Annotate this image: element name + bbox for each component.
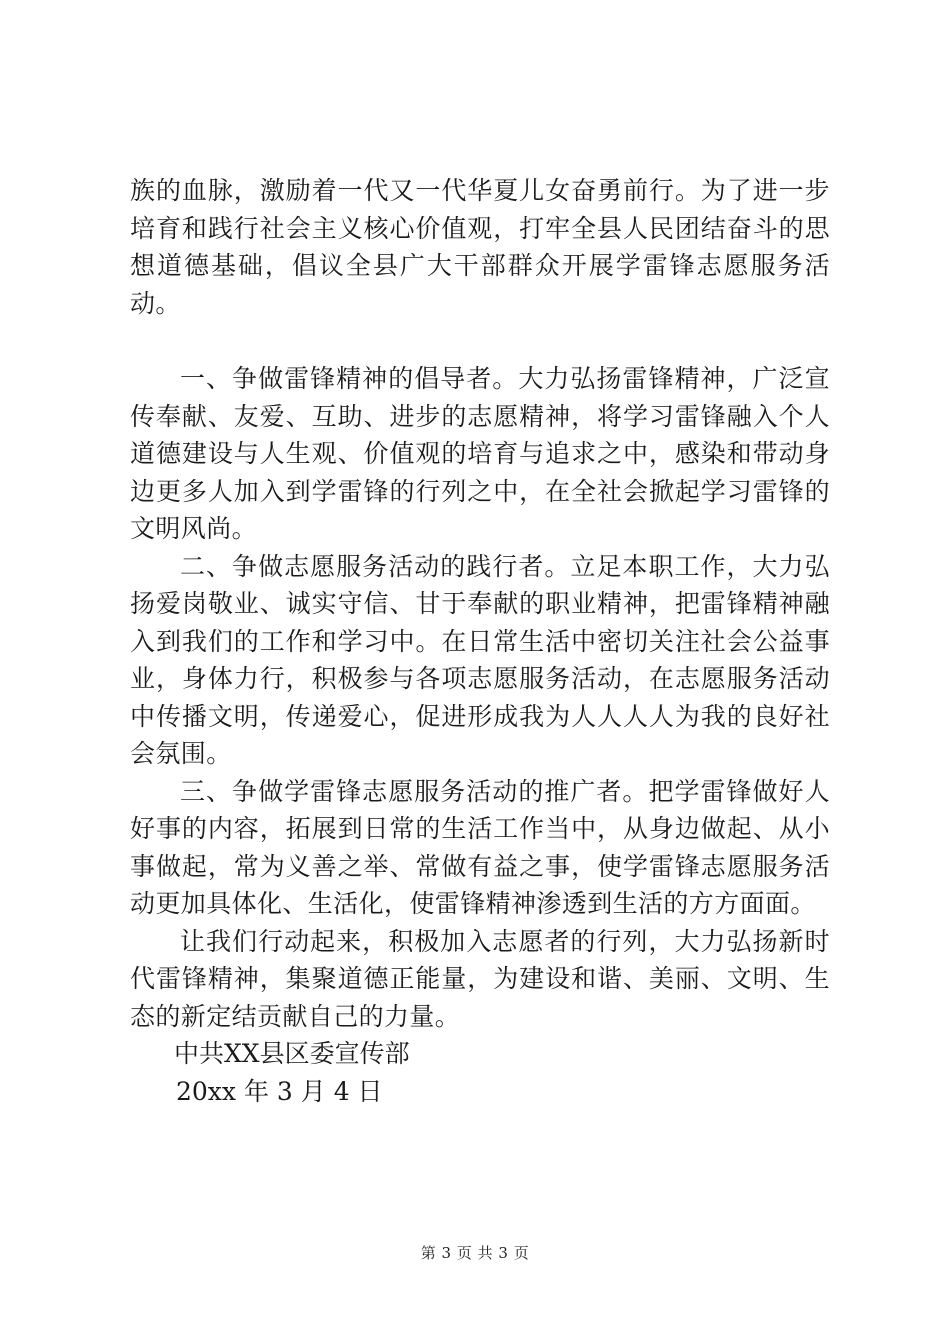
paragraph-closing: 让我们行动起来，积极加入志愿者的行列，大力弘扬新时代雷锋精神，集聚道德正能量，为建设和谐、美丽、文明、生态的新定结贡献自己的力量。: [130, 926, 830, 1031]
signature-date: 20xx 年 3 月 4 日: [176, 1076, 383, 1106]
document-body: [130, 172, 830, 1110]
page-number-footer: 第 3 页 共 3 页: [420, 1244, 530, 1262]
paragraph-point-one: 一、争做雷锋精神的倡导者。大力弘扬雷锋精神，广泛宣传奉献、友爱、互助、进步的志愿精神，将学习雷锋融入个人道德建设与人生观、价值观的培育与追求之中，感染和带动身边更多人加入到学雷锋的行列之中，在全社会掀起学习雷锋的文明风尚。: [130, 364, 830, 543]
paragraph-point-three: 三、争做学雷锋志愿服务活动的推广者。把学雷锋做好人好事的内容，拓展到日常的生活工作当中，从身边做起、从小事做起，常为义善之举、常做有益之事，使学雷锋志愿服务活动更加具体化、生活化，使雷锋精神渗透到生活的方方面面。: [130, 776, 830, 918]
paragraph-spacer: [130, 322, 830, 360]
paragraph-point-two: 二、争做志愿服务活动的践行者。立足本职工作，大力弘扬爱岗敬业、诚实守信、甘于奉献的职业精神，把雷锋精神融入到我们的工作和学习中。在日常生活中密切关注社会公益事业，身体力行，积极参与各项志愿服务活动，在志愿服务活动中传播文明，传递爱心，促进形成我为人人人人为我的良好社会氛围。: [130, 551, 830, 768]
paragraph-intro-continued: 族的血脉，激励着一代又一代华夏儿女奋勇前行。为了进一步培育和践行社会主义核心价值观，打牢全县人民团结奋斗的思想道德基础，倡议全县广大干部群众开展学雷锋志愿服务活动。: [130, 176, 830, 318]
signature-organization: 中共XX县区委宣传部: [174, 1039, 410, 1068]
